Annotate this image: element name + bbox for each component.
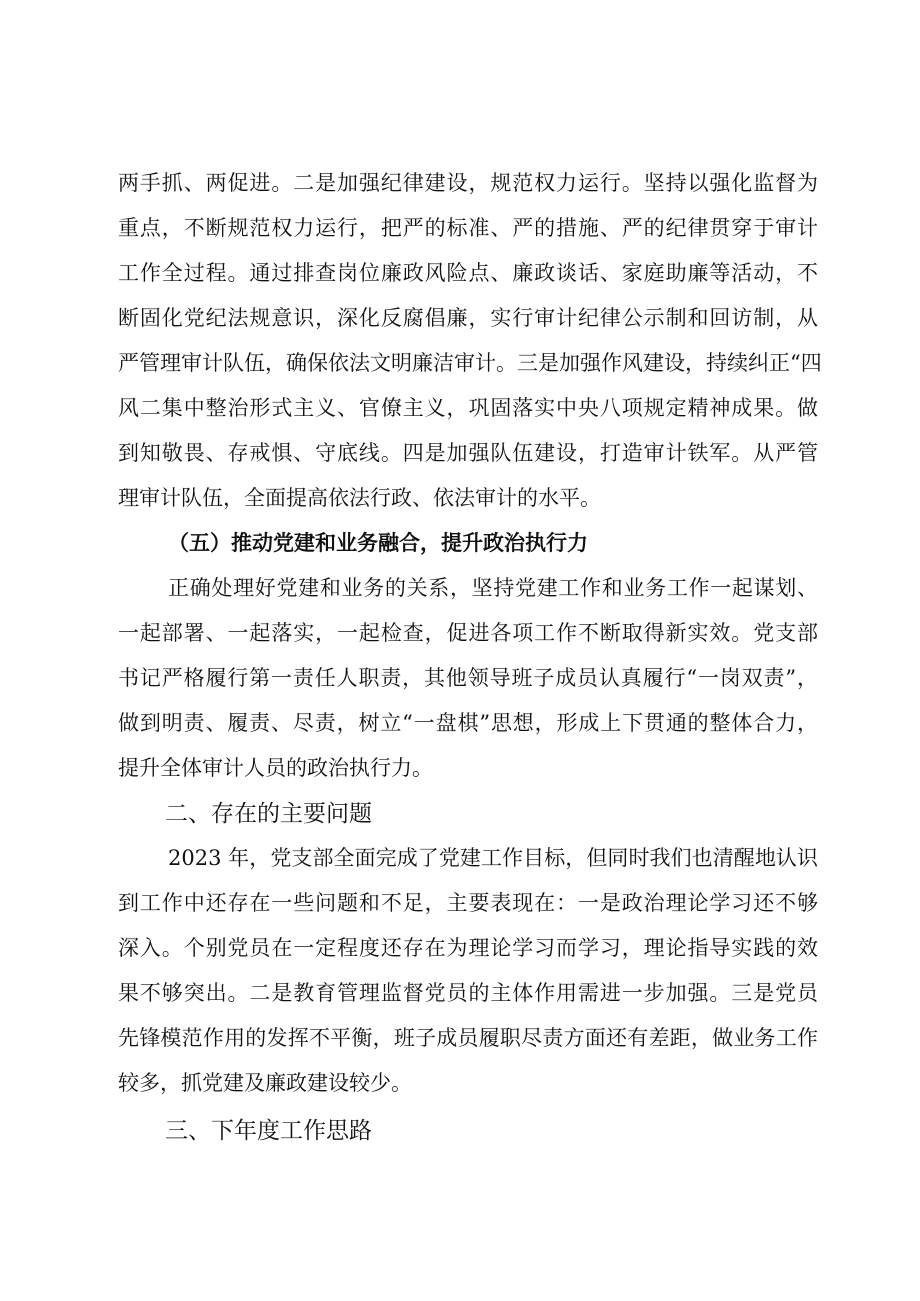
paragraph-line: 深入。个别党员在一定程度还存在为理论学习而学习，理论指导实践的效 bbox=[118, 936, 818, 960]
paragraph-line: 风二集中整治形式主义、官僚主义，巩固落实中央八项规定精神成果。做 bbox=[118, 396, 818, 420]
paragraph-line: 工作全过程。通过排查岗位廉政风险点、廉政谈话、家庭助廉等活动，不 bbox=[118, 261, 818, 285]
paragraph-line: 重点，不断规范权力运行，把严的标准、严的措施、严的纪律贯穿于审计 bbox=[118, 216, 818, 240]
section-heading: 三、下年度工作思路 bbox=[165, 1118, 372, 1144]
paragraph-line: 较多，抓党建及廉政建设较少。 bbox=[118, 1071, 412, 1095]
paragraph-line: 书记严格履行第一责任人职责，其他领导班子成员认真履行“一岗双责”， bbox=[118, 666, 818, 690]
paragraph-line: 提升全体审计人员的政治执行力。 bbox=[118, 756, 433, 780]
paragraph-line: 先锋模范作用的发挥不平衡，班子成员履职尽责方面还有差距，做业务工作 bbox=[118, 1026, 818, 1050]
paragraph-line: 到工作中还存在一些问题和不足，主要表现在：一是政治理论学习还不够 bbox=[118, 891, 818, 915]
paragraph-line: 果不够突出。二是教育管理监督党员的主体作用需进一步加强。三是党员 bbox=[118, 981, 818, 1005]
paragraph-line: 断固化党纪法规意识，深化反腐倡廉，实行审计纪律公示制和回访制，从 bbox=[118, 306, 818, 330]
section-heading: 二、存在的主要问题 bbox=[165, 801, 372, 827]
paragraph-line: 到知敬畏、存戒惧、守底线。四是加强队伍建设，打造审计铁军。从严管 bbox=[118, 441, 818, 465]
paragraph-line: 一起部署、一起落实，一起检查，促进各项工作不断取得新实效。党支部 bbox=[118, 621, 818, 645]
paragraph-line: 正确处理好党建和业务的关系，坚持党建工作和业务工作一起谋划、 bbox=[168, 576, 818, 600]
subsection-heading: （五）推动党建和业务融合，提升政治执行力 bbox=[168, 530, 588, 555]
paragraph-line: 做到明责、履责、尽责，树立“一盘棋”思想，形成上下贯通的整体合力， bbox=[118, 711, 818, 735]
paragraph-line: 理审计队伍，全面提高依法行政、依法审计的水平。 bbox=[118, 486, 601, 510]
paragraph-line: 2023 年，党支部全面完成了党建工作目标，但同时我们也清醒地认识 bbox=[168, 846, 818, 870]
paragraph-line: 两手抓、两促进。二是加强纪律建设，规范权力运行。坚持以强化监督为 bbox=[118, 171, 818, 195]
paragraph-line: 严管理审计队伍，确保依法文明廉洁审计。三是加强作风建设，持续纠正“四 bbox=[118, 351, 822, 375]
